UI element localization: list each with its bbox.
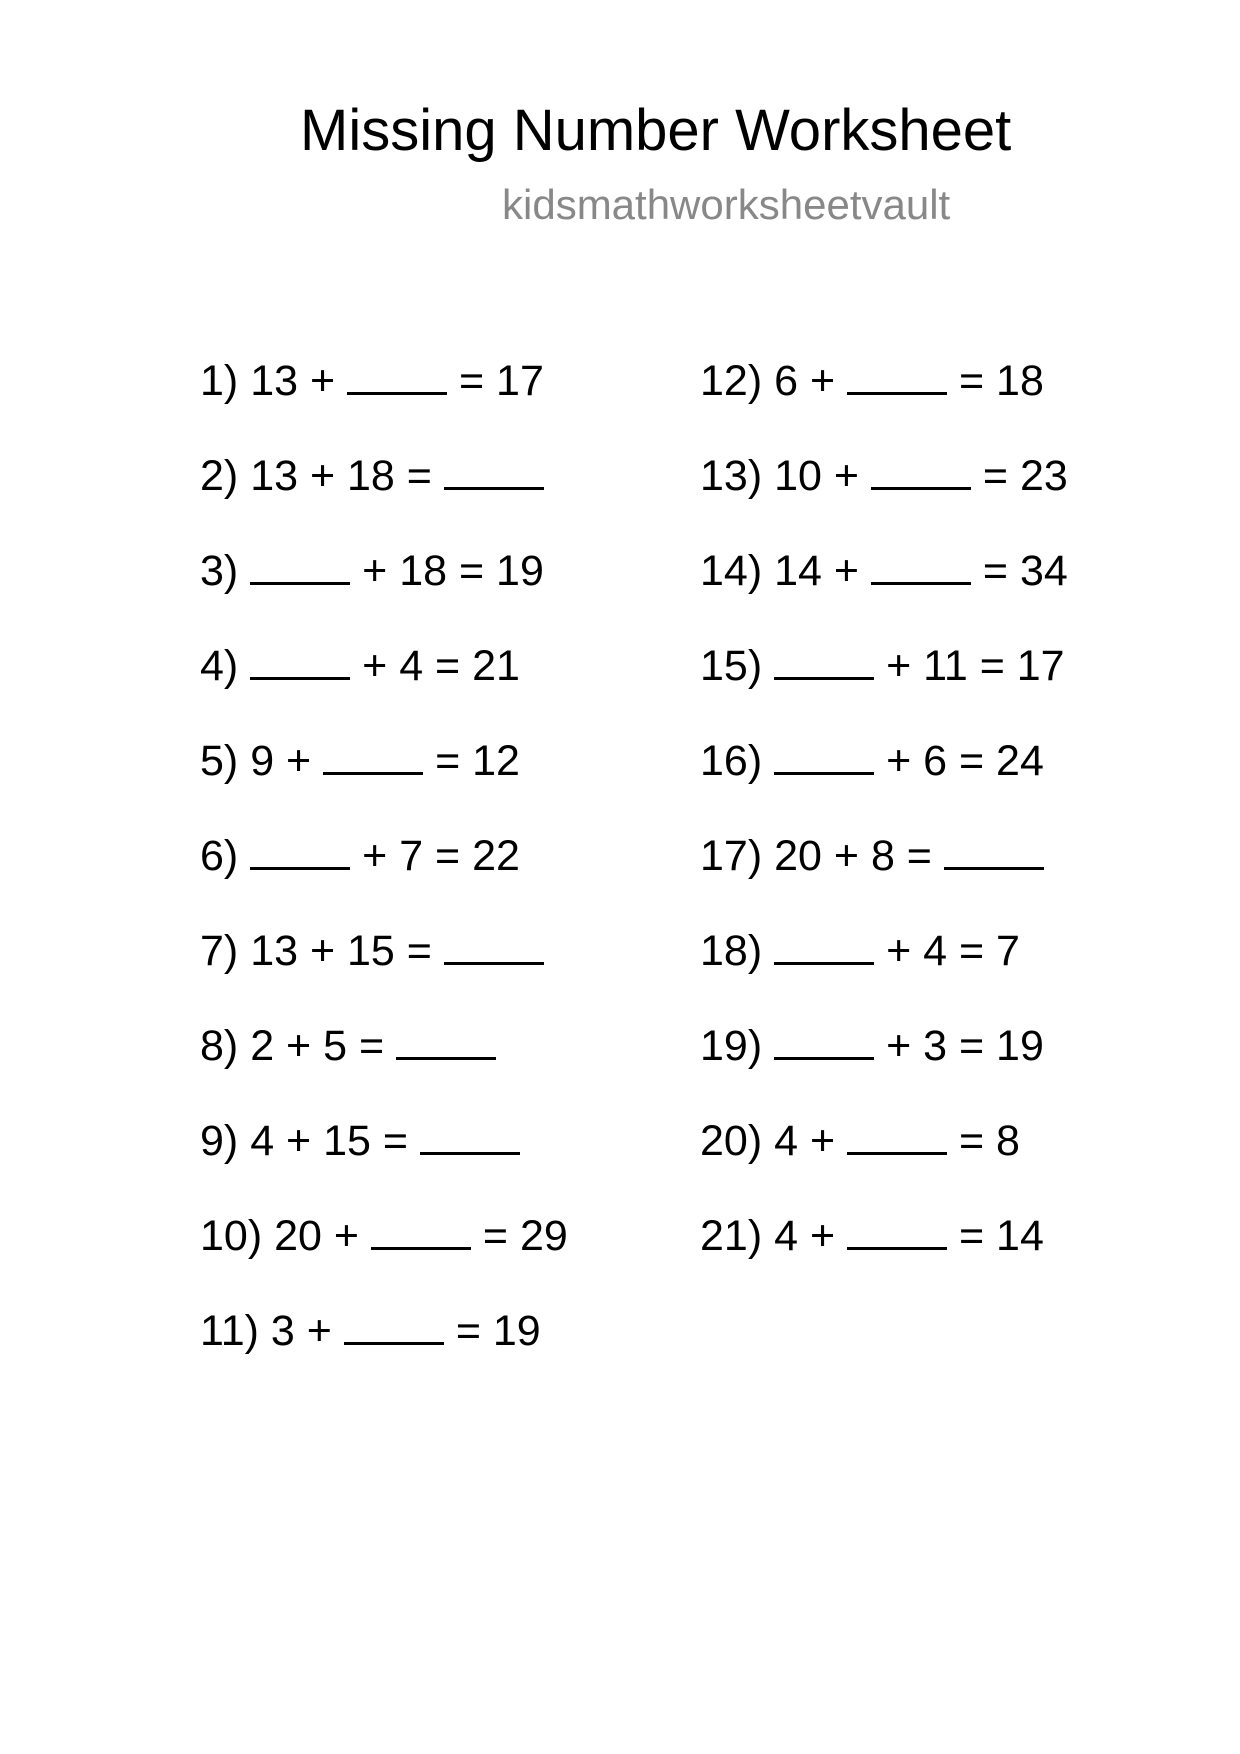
problem-number: 8) — [200, 1022, 239, 1070]
problem-number: 13) — [700, 452, 763, 500]
problem-item — [700, 1013, 1068, 1108]
problem-item — [200, 728, 568, 823]
answer-blank[interactable] — [774, 728, 874, 775]
answer-blank[interactable] — [250, 633, 350, 680]
equation-text: = 19 — [455, 1307, 541, 1355]
problem-number: 5) — [200, 737, 239, 785]
answer-blank[interactable] — [250, 823, 350, 870]
worksheet-source: kidsmathworksheetvault — [502, 181, 951, 228]
problem-item — [200, 348, 568, 443]
equation-text: 4 + — [774, 1117, 836, 1165]
problem-number: 12) — [700, 357, 763, 405]
problem-item — [700, 728, 1068, 823]
problem-item — [200, 443, 568, 538]
problem-item — [200, 538, 568, 633]
answer-blank[interactable] — [444, 443, 544, 490]
problem-number: 11) — [200, 1307, 259, 1355]
equation-text: + 18 = 19 — [362, 547, 544, 595]
equation-text: 13 + 15 = — [250, 927, 432, 975]
equation-text: + 11 = 17 — [886, 642, 1065, 690]
problem-number: 20) — [700, 1117, 763, 1165]
problem-item — [200, 918, 568, 1013]
problem-number: 16) — [700, 737, 763, 785]
problem-item — [200, 1108, 568, 1203]
problem-number: 1) — [200, 357, 239, 405]
equation-text: 20 + 8 = — [774, 832, 932, 880]
equation-text: 13 + — [250, 357, 336, 405]
answer-blank[interactable] — [347, 348, 447, 395]
problem-number: 9) — [200, 1117, 239, 1165]
equation-text: = 29 — [482, 1212, 568, 1260]
answer-blank[interactable] — [944, 823, 1044, 870]
problem-number: 21) — [700, 1212, 763, 1260]
answer-blank[interactable] — [344, 1298, 444, 1345]
problem-number: 17) — [700, 832, 763, 880]
equation-text: + 7 = 22 — [362, 832, 520, 880]
answer-blank[interactable] — [871, 538, 971, 585]
problem-item — [200, 823, 568, 918]
answer-blank[interactable] — [847, 348, 947, 395]
problem-item — [700, 538, 1068, 633]
equation-text: 2 + 5 = — [250, 1022, 385, 1070]
equation-text: + 6 = 24 — [886, 737, 1044, 785]
problem-item — [700, 918, 1068, 1013]
problem-item — [700, 443, 1068, 538]
equation-text: + 4 = 7 — [886, 927, 1020, 975]
answer-blank[interactable] — [250, 538, 350, 585]
problem-item — [200, 1298, 568, 1393]
problem-number: 18) — [700, 927, 763, 975]
answer-blank[interactable] — [420, 1108, 520, 1155]
answer-blank[interactable] — [774, 918, 874, 965]
equation-text: = 14 — [959, 1212, 1044, 1260]
problem-item — [700, 1108, 1068, 1203]
equation-text: = 8 — [959, 1117, 1020, 1165]
equation-text: 3 + — [270, 1307, 332, 1355]
equation-text: = 23 — [982, 452, 1068, 500]
equation-text: 13 + 18 = — [250, 452, 432, 500]
answer-blank[interactable] — [396, 1013, 496, 1060]
problem-number: 7) — [200, 927, 239, 975]
equation-text: = 34 — [982, 547, 1068, 595]
answer-blank[interactable] — [774, 1013, 874, 1060]
problem-number: 15) — [700, 642, 763, 690]
problems-column-left — [200, 348, 568, 1393]
answer-blank[interactable] — [847, 1108, 947, 1155]
problem-item — [700, 633, 1068, 728]
equation-text: 14 + — [774, 547, 859, 595]
problem-item — [700, 823, 1068, 918]
answer-blank[interactable] — [871, 443, 971, 490]
equation-text: 10 + — [774, 452, 859, 500]
problem-number: 4) — [200, 642, 239, 690]
problem-number: 6) — [200, 832, 239, 880]
problem-item — [200, 1203, 568, 1298]
problem-number: 3) — [200, 547, 239, 595]
equation-text: 4 + 15 = — [250, 1117, 408, 1165]
problem-number: 2) — [200, 452, 239, 500]
answer-blank[interactable] — [774, 633, 874, 680]
equation-text: 4 + — [774, 1212, 836, 1260]
equation-text: 6 + — [774, 357, 836, 405]
equation-text: = 17 — [458, 357, 544, 405]
equation-text: = 12 — [435, 737, 520, 785]
answer-blank[interactable] — [444, 918, 544, 965]
problem-number: 19) — [700, 1022, 763, 1070]
answer-blank[interactable] — [847, 1203, 947, 1250]
equation-text: + 4 = 21 — [362, 642, 520, 690]
problem-item — [200, 633, 568, 728]
problem-item — [700, 1203, 1068, 1298]
equation-text: 20 + — [274, 1212, 359, 1260]
problem-item — [700, 348, 1068, 443]
equation-text: = 18 — [959, 357, 1044, 405]
equation-text: + 3 = 19 — [886, 1022, 1044, 1070]
answer-blank[interactable] — [371, 1203, 471, 1250]
equation-text: 9 + — [250, 737, 312, 785]
problem-number: 10) — [200, 1212, 263, 1260]
problem-item — [200, 1013, 568, 1108]
problems-column-right — [700, 348, 1068, 1298]
worksheet-title: Missing Number Worksheet — [300, 98, 1012, 163]
answer-blank[interactable] — [323, 728, 423, 775]
problem-number: 14) — [700, 547, 763, 595]
